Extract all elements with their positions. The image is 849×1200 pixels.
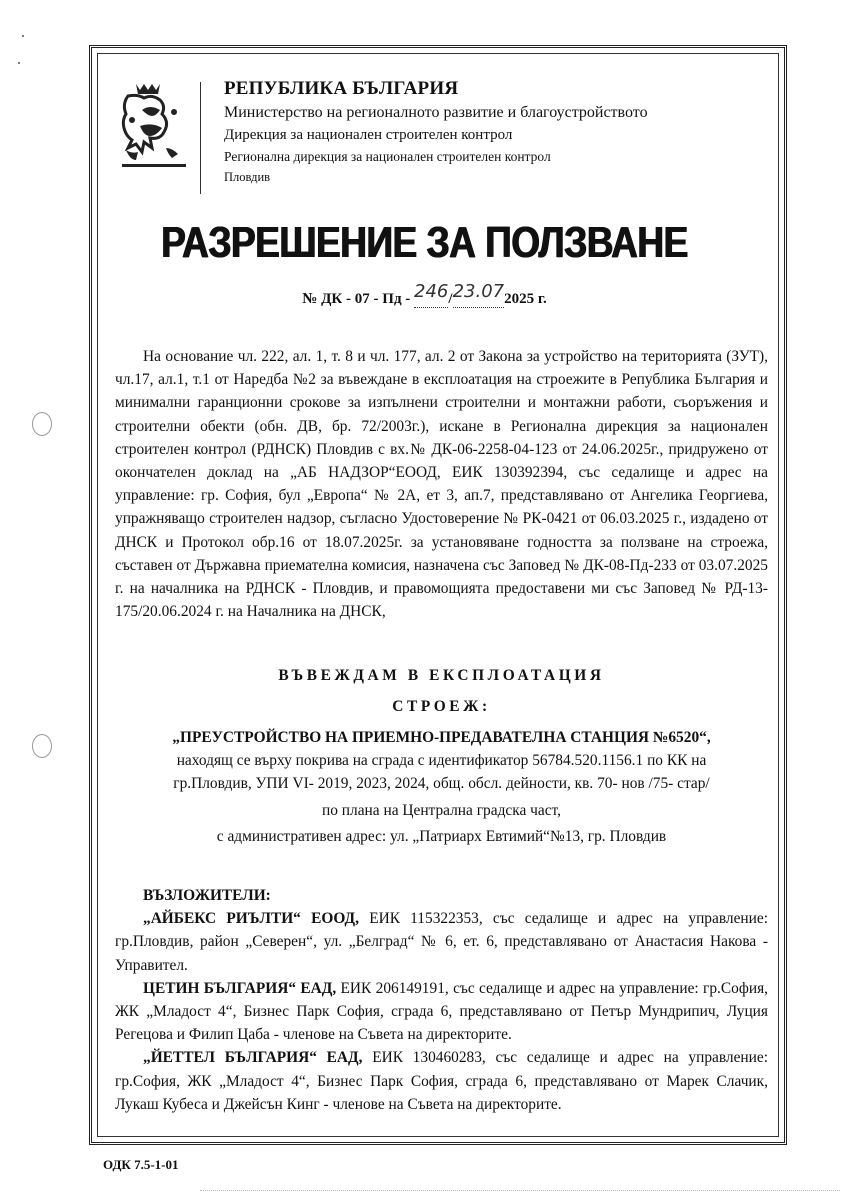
construction-heading: СТРОЕЖ: [392, 698, 491, 715]
assignor-name: „АЙБЕКС РИЪЛТИ“ ЕООД, [143, 910, 359, 928]
construction-line: гр.Пловдив, УПИ VI- 2019, 2023, 2024, общ. обсл. дейности, кв. 70- нов /75- стар/ [173, 775, 710, 793]
assignor-name: ЦЕТИН БЪЛГАРИЯ“ ЕАД, [143, 979, 337, 997]
assignor-item [115, 977, 768, 1047]
punch-hole [32, 412, 52, 436]
assignor-text: ЕИК 130460283, със седалище и адрес на управление: гр.София, ЖК „Младост 4“, Бизнес Парк София, сграда 6, представлявано от Марек Слачик, Лукаш Кубеса и Джейсън Кинг - членове на Съвета на директорите. [115, 1049, 768, 1113]
ministry-name: Министерство на регионалното развитие и благоустройството [224, 104, 648, 121]
assignor-item [115, 1046, 768, 1116]
construction-details [115, 726, 768, 848]
scan-speck [18, 62, 20, 64]
republic-name: РЕПУБЛИКА БЪЛГАРИЯ [224, 78, 459, 99]
doc-number-separator: / [448, 291, 453, 307]
handwritten-number: 246 [414, 281, 449, 302]
assignor-text: ЕИК 206149191, със седалище и адрес на управление: гр.София, ЖК „Младост 4“, Бизнес Парк София, сграда 6, представлявано от Петър Мундрипич, Луция Регецова и Филип Цаба - членове на Съвета на директорите. [115, 979, 768, 1044]
basis-paragraph [115, 345, 768, 623]
letterhead-text [224, 76, 648, 187]
handwritten-date: 23.07 [452, 281, 505, 302]
document-title: РАЗРЕШЕНИЕ ЗА ПОЛЗВАНЕ [161, 218, 688, 267]
construction-address: с административен адрес: ул. „Патриарх Евтимий“№13, гр. Пловдив [216, 827, 667, 845]
punch-hole [32, 734, 52, 758]
commission-heading: ВЪВЕЖДАМ В ЕКСПЛОАТАЦИЯ [278, 667, 605, 684]
coat-of-arms-lion-icon [118, 80, 190, 172]
assignors-heading: ВЪЗЛОЖИТЕЛИ: [143, 887, 271, 904]
scan-speck [22, 35, 24, 37]
basis-text: На основание чл. 222, ал. 1, т. 8 и чл. 177, ал. 2 от Закона за устройство на територията (ЗУТ), чл.17, ал.1, т.1 от Наредба №2 за въвеждане в експлоатация на строежите в Република България и минимални гаранционни срокове за изпълнени строителни и монтажни работи, съоръжения и строителни обекти (обн. ДВ, бр. 72/2003г.), искане в Регионална дирекция за национален строителен контрол (РДНСК) Пловдив с вх.№ ДК-06-2258-04-123 от 24.06.2025г., придружено от окончателен доклад на „АБ НАДЗОР“ЕООД, ЕИК 130392394, със седалище и адрес на управление: гр. София, бул „Европа“ № 2А, ет 3, ап.7, представлявано от Ангелика Георгиева, упражняващо строителен надзор, съгласно Удостоверение № РК-0421 от 06.03.2025 г., издадено от ДНСК и Протокол обр.16 от 18.07.2025г. за установяване годността за ползване на строежа, съставен от Държавна приемателна комисия, назначена със Заповед № ДК-08-Пд-233 от 03.07.2025 г. на началника на РДНСК - Пловдив, и правомощията предоставени ми със Заповед № РД-13-175/20.06.2024 г. на Началника на ДНСК, [115, 348, 768, 621]
form-code: ОДК 7.5-1-01 [103, 1157, 179, 1172]
directorate-name: Дирекция за национален строителен контрол [224, 127, 513, 143]
assignor-item [115, 907, 768, 977]
header-divider [200, 82, 201, 194]
scan-edge-line [200, 1190, 840, 1191]
construction-line: находящ се върху покрива на сграда с идентификатор 56784.520.1156.1 по КК на [176, 752, 707, 770]
assignor-text: ЕИК 115322353, със седалище и адрес на управление: гр.Пловдив, район „Северен“, ул. „Белград“ № 6, ет. 6, представлявано от Анастасия Накова - Управител. [115, 910, 768, 974]
regional-directorate-name: Регионална дирекция за национален строителен контрол [224, 149, 551, 164]
doc-number-suffix: 2025 г. [504, 291, 547, 307]
city-name: Пловдив [224, 170, 271, 184]
construction-name: „ПРЕУСТРОЙСТВО НА ПРИЕМНО-ПРЕДАВАТЕЛНА СТАНЦИЯ №6520“, [172, 729, 711, 746]
construction-line: по плана на Централна градска част, [322, 801, 561, 819]
assignors-section [115, 884, 768, 1116]
assignor-name: „ЙЕТТЕЛ БЪЛГАРИЯ“ ЕАД, [143, 1049, 363, 1067]
doc-number-prefix: № ДК - 07 - Пд - [302, 291, 411, 307]
document-number [0, 281, 849, 308]
